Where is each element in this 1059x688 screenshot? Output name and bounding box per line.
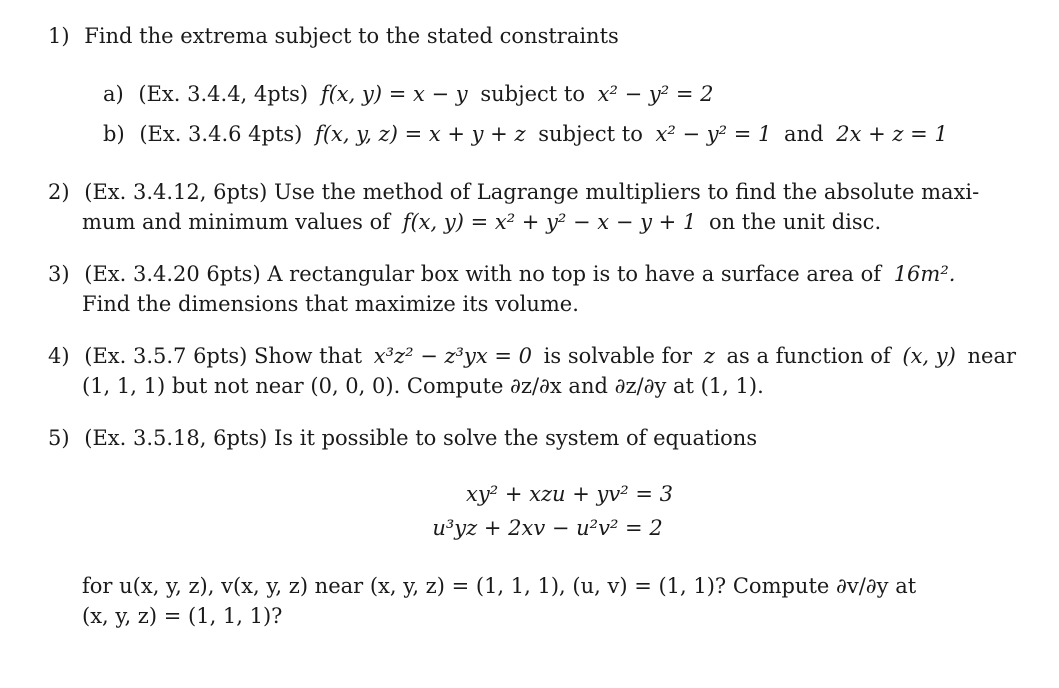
problem-4-line-1	[48, 344, 1016, 368]
problem-1a-number: a)	[103, 82, 124, 106]
problem-4-text-2: (1, 1, 1) but not near (0, 0, 0). Compute ∂z/∂x and ∂z/∂y at (1, 1).	[82, 374, 764, 398]
problem-1a-function: f(x, y) = x − y	[320, 82, 468, 106]
problem-1a-constraint: x² − y² = 2	[597, 82, 714, 106]
equation-2: u³yz + 2xv − u²v² = 2	[432, 516, 663, 540]
problem-1a-mid: subject to	[480, 82, 585, 106]
problem-1b	[103, 122, 948, 146]
problem-3-area: 16m².	[893, 262, 956, 286]
problem-1b-lead: (Ex. 3.4.6 4pts)	[139, 122, 303, 146]
problem-5-line-3	[82, 574, 916, 598]
problem-5-line-1	[48, 426, 757, 450]
problem-1b-function: f(x, y, z) = x + y + z	[315, 122, 526, 146]
problem-4-number: 4)	[48, 344, 70, 368]
problem-4-text-1-mid2: as a function of	[726, 344, 891, 368]
problem-1b-number: b)	[103, 122, 125, 146]
equation-1: xy² + xzu + yv² = 3	[466, 482, 673, 506]
problem-3-text-2: Find the dimensions that maximize its volume.	[82, 292, 579, 316]
problem-5-text-1: (Ex. 3.5.18, 6pts) Is it possible to solve the system of equations	[84, 426, 758, 450]
problem-1	[48, 24, 619, 48]
equation-2-row	[0, 516, 1059, 540]
problem-4-text-1-pre: (Ex. 3.5.7 6pts) Show that	[84, 344, 363, 368]
problem-2-text-1: (Ex. 3.4.12, 6pts) Use the method of Lagrange multipliers to find the absolute maxi-	[84, 180, 980, 204]
problem-1-text: Find the extrema subject to the stated constraints	[84, 24, 619, 48]
problem-4-text-1-mid: is solvable for	[543, 344, 693, 368]
equation-1-row	[0, 482, 1059, 506]
problem-2-text-2-pre: mum and minimum values of	[82, 210, 391, 234]
problem-2-text-2-post: on the unit disc.	[708, 210, 882, 234]
problem-1b-and: and	[784, 122, 824, 146]
problem-2-line-2	[82, 210, 881, 234]
problem-4-text-1-post: near	[967, 344, 1017, 368]
problem-2-line-1	[48, 180, 979, 204]
problem-1a-lead: (Ex. 3.4.4, 4pts)	[138, 82, 309, 106]
problem-2-number: 2)	[48, 180, 70, 204]
problem-3-line-1	[48, 262, 955, 286]
problem-5-line-4	[82, 604, 282, 628]
problem-1b-mid: subject to	[538, 122, 643, 146]
problem-1b-constraint-2: 2x + z = 1	[836, 122, 948, 146]
problem-4-line-2	[82, 374, 764, 398]
problem-1-number: 1)	[48, 24, 70, 48]
problem-4-equation: x³z² − z³yx = 0	[373, 344, 532, 368]
problem-1b-constraint-1: x² − y² = 1	[655, 122, 772, 146]
problem-1a	[103, 82, 713, 106]
problem-5-number: 5)	[48, 426, 70, 450]
problem-5-text-3: for u(x, y, z), v(x, y, z) near (x, y, z) = (1, 1, 1), (u, v) = (1, 1)? Compute ∂v/∂y at	[82, 574, 917, 598]
problem-3-text-1: (Ex. 3.4.20 6pts) A rectangular box with no top is to have a surface area of	[84, 262, 881, 286]
problem-3-number: 3)	[48, 262, 70, 286]
problem-4-z: z	[703, 344, 715, 368]
problem-2-function: f(x, y) = x² + y² − x − y + 1	[402, 210, 697, 234]
problem-4-xy: (x, y)	[902, 344, 956, 368]
problem-3-line-2	[82, 292, 579, 316]
problem-5-text-4: (x, y, z) = (1, 1, 1)?	[82, 604, 283, 628]
